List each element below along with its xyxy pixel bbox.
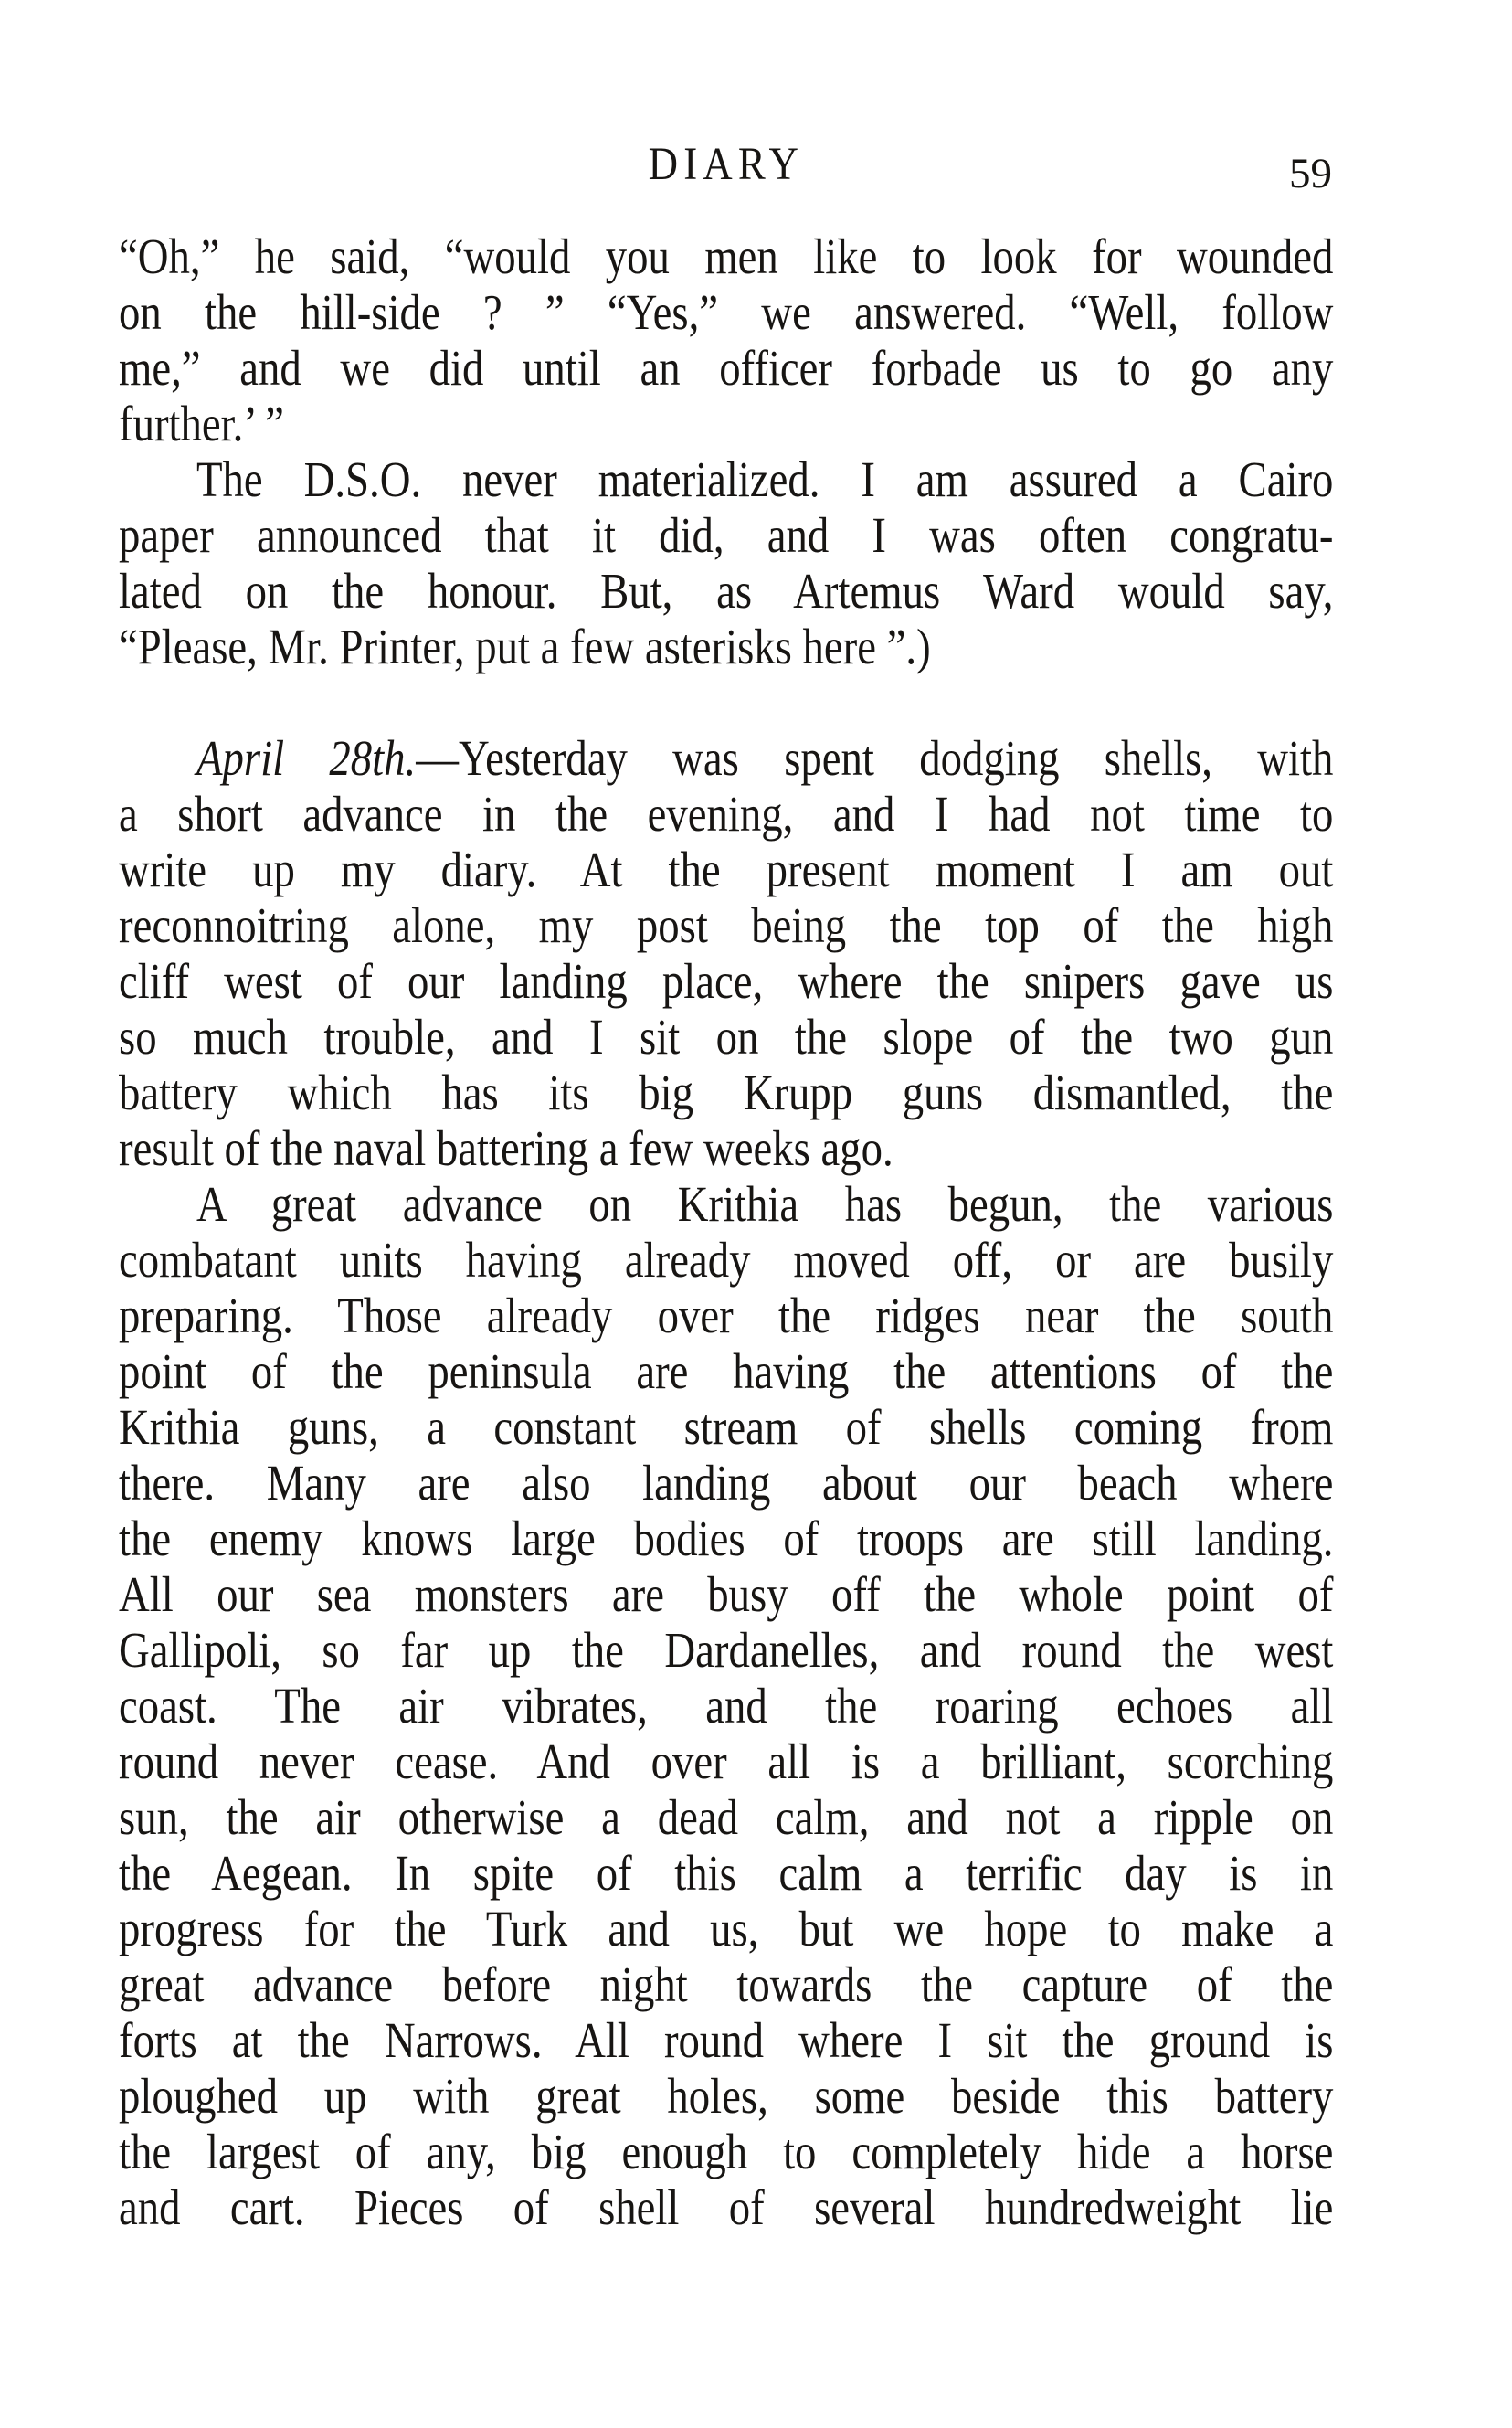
text-line: sun, the air otherwise a dead calm, and not a ripple on bbox=[119, 1789, 1334, 1845]
page-number: 59 bbox=[1289, 150, 1332, 197]
text-line: the largest of any, big enough to completely hide a horse bbox=[119, 2124, 1334, 2179]
text-line: progress for the Turk and us, but we hope to make a bbox=[119, 1901, 1334, 1956]
running-title bbox=[119, 137, 1334, 192]
text-line: paper announced that it did, and I was often congratu- bbox=[119, 507, 1334, 563]
text-line: point of the peninsula are having the attentions of the bbox=[119, 1343, 1334, 1399]
text-line: round never cease. And over all is a brilliant, scorching bbox=[119, 1734, 1334, 1789]
text-line: further.’ ” bbox=[119, 396, 284, 451]
text-line: the enemy knows large bodies of troops are still landing. bbox=[119, 1511, 1334, 1566]
text-line: reconnoitring alone, my post being the top of the high bbox=[119, 897, 1334, 953]
paragraph bbox=[119, 451, 1334, 674]
paragraph bbox=[119, 1176, 1334, 2235]
text-line: Gallipoli, so far up the Dardanelles, and round the west bbox=[119, 1622, 1334, 1678]
text-line: “Oh,” he said, “would you men like to look for wounded bbox=[119, 228, 1334, 284]
text-line: a short advance in the evening, and I had not time to bbox=[119, 786, 1334, 842]
text-line: All our sea monsters are busy off the whole point of bbox=[119, 1566, 1334, 1622]
text-line: combatant units having already moved off, or are busily bbox=[119, 1232, 1334, 1288]
running-title-text: DIARY bbox=[648, 139, 805, 190]
text-line: ploughed up with great holes, some beside this battery bbox=[119, 2068, 1334, 2124]
date-heading-italic: April 28th. bbox=[196, 730, 417, 786]
text-line: Krithia guns, a constant stream of shells coming from bbox=[119, 1399, 1334, 1455]
text-line: battery which has its big Krupp guns dismantled, the bbox=[119, 1065, 1334, 1120]
text-line: lated on the honour. But, as Artemus Ward would say, bbox=[119, 563, 1334, 619]
text-line: write up my diary. At the present moment I am out bbox=[119, 842, 1334, 897]
text-line: A great advance on Krithia has begun, the various bbox=[196, 1176, 1334, 1232]
text-line: the Aegean. In spite of this calm a terrific day is in bbox=[119, 1845, 1334, 1901]
paragraph bbox=[119, 730, 1334, 1176]
text-line: great advance before night towards the capture of the bbox=[119, 1956, 1334, 2012]
text-line: preparing. Those already over the ridges near the south bbox=[119, 1288, 1334, 1343]
text-block bbox=[119, 228, 1334, 2235]
text-line: cliff west of our landing place, where the snipers gave us bbox=[119, 953, 1334, 1009]
text-line: on the hill-side ? ” “Yes,” we answered. “Well, follow bbox=[119, 284, 1334, 340]
paragraph bbox=[119, 228, 1334, 451]
text-line: there. Many are also landing about our beach where bbox=[119, 1455, 1334, 1511]
text-line: coast. The air vibrates, and the roaring echoes all bbox=[119, 1678, 1334, 1734]
text-line: forts at the Narrows. All round where I sit the ground is bbox=[119, 2012, 1334, 2068]
text-line: result of the naval battering a few weeks ago. bbox=[119, 1120, 893, 1176]
text-line: me,” and we did until an officer forbade us to go any bbox=[119, 340, 1334, 396]
text-line: The D.S.O. never materialized. I am assured a Cairo bbox=[196, 451, 1334, 507]
text-line: April 28th.—Yesterday was spent dodging shells, with bbox=[196, 730, 1334, 786]
text-line: and cart. Pieces of shell of several hundredweight lie bbox=[119, 2179, 1334, 2235]
text-line: so much trouble, and I sit on the slope of the two gun bbox=[119, 1009, 1334, 1065]
text-line: “Please, Mr. Printer, put a few asterisks here ”.) bbox=[119, 619, 931, 674]
page-header bbox=[119, 137, 1334, 201]
